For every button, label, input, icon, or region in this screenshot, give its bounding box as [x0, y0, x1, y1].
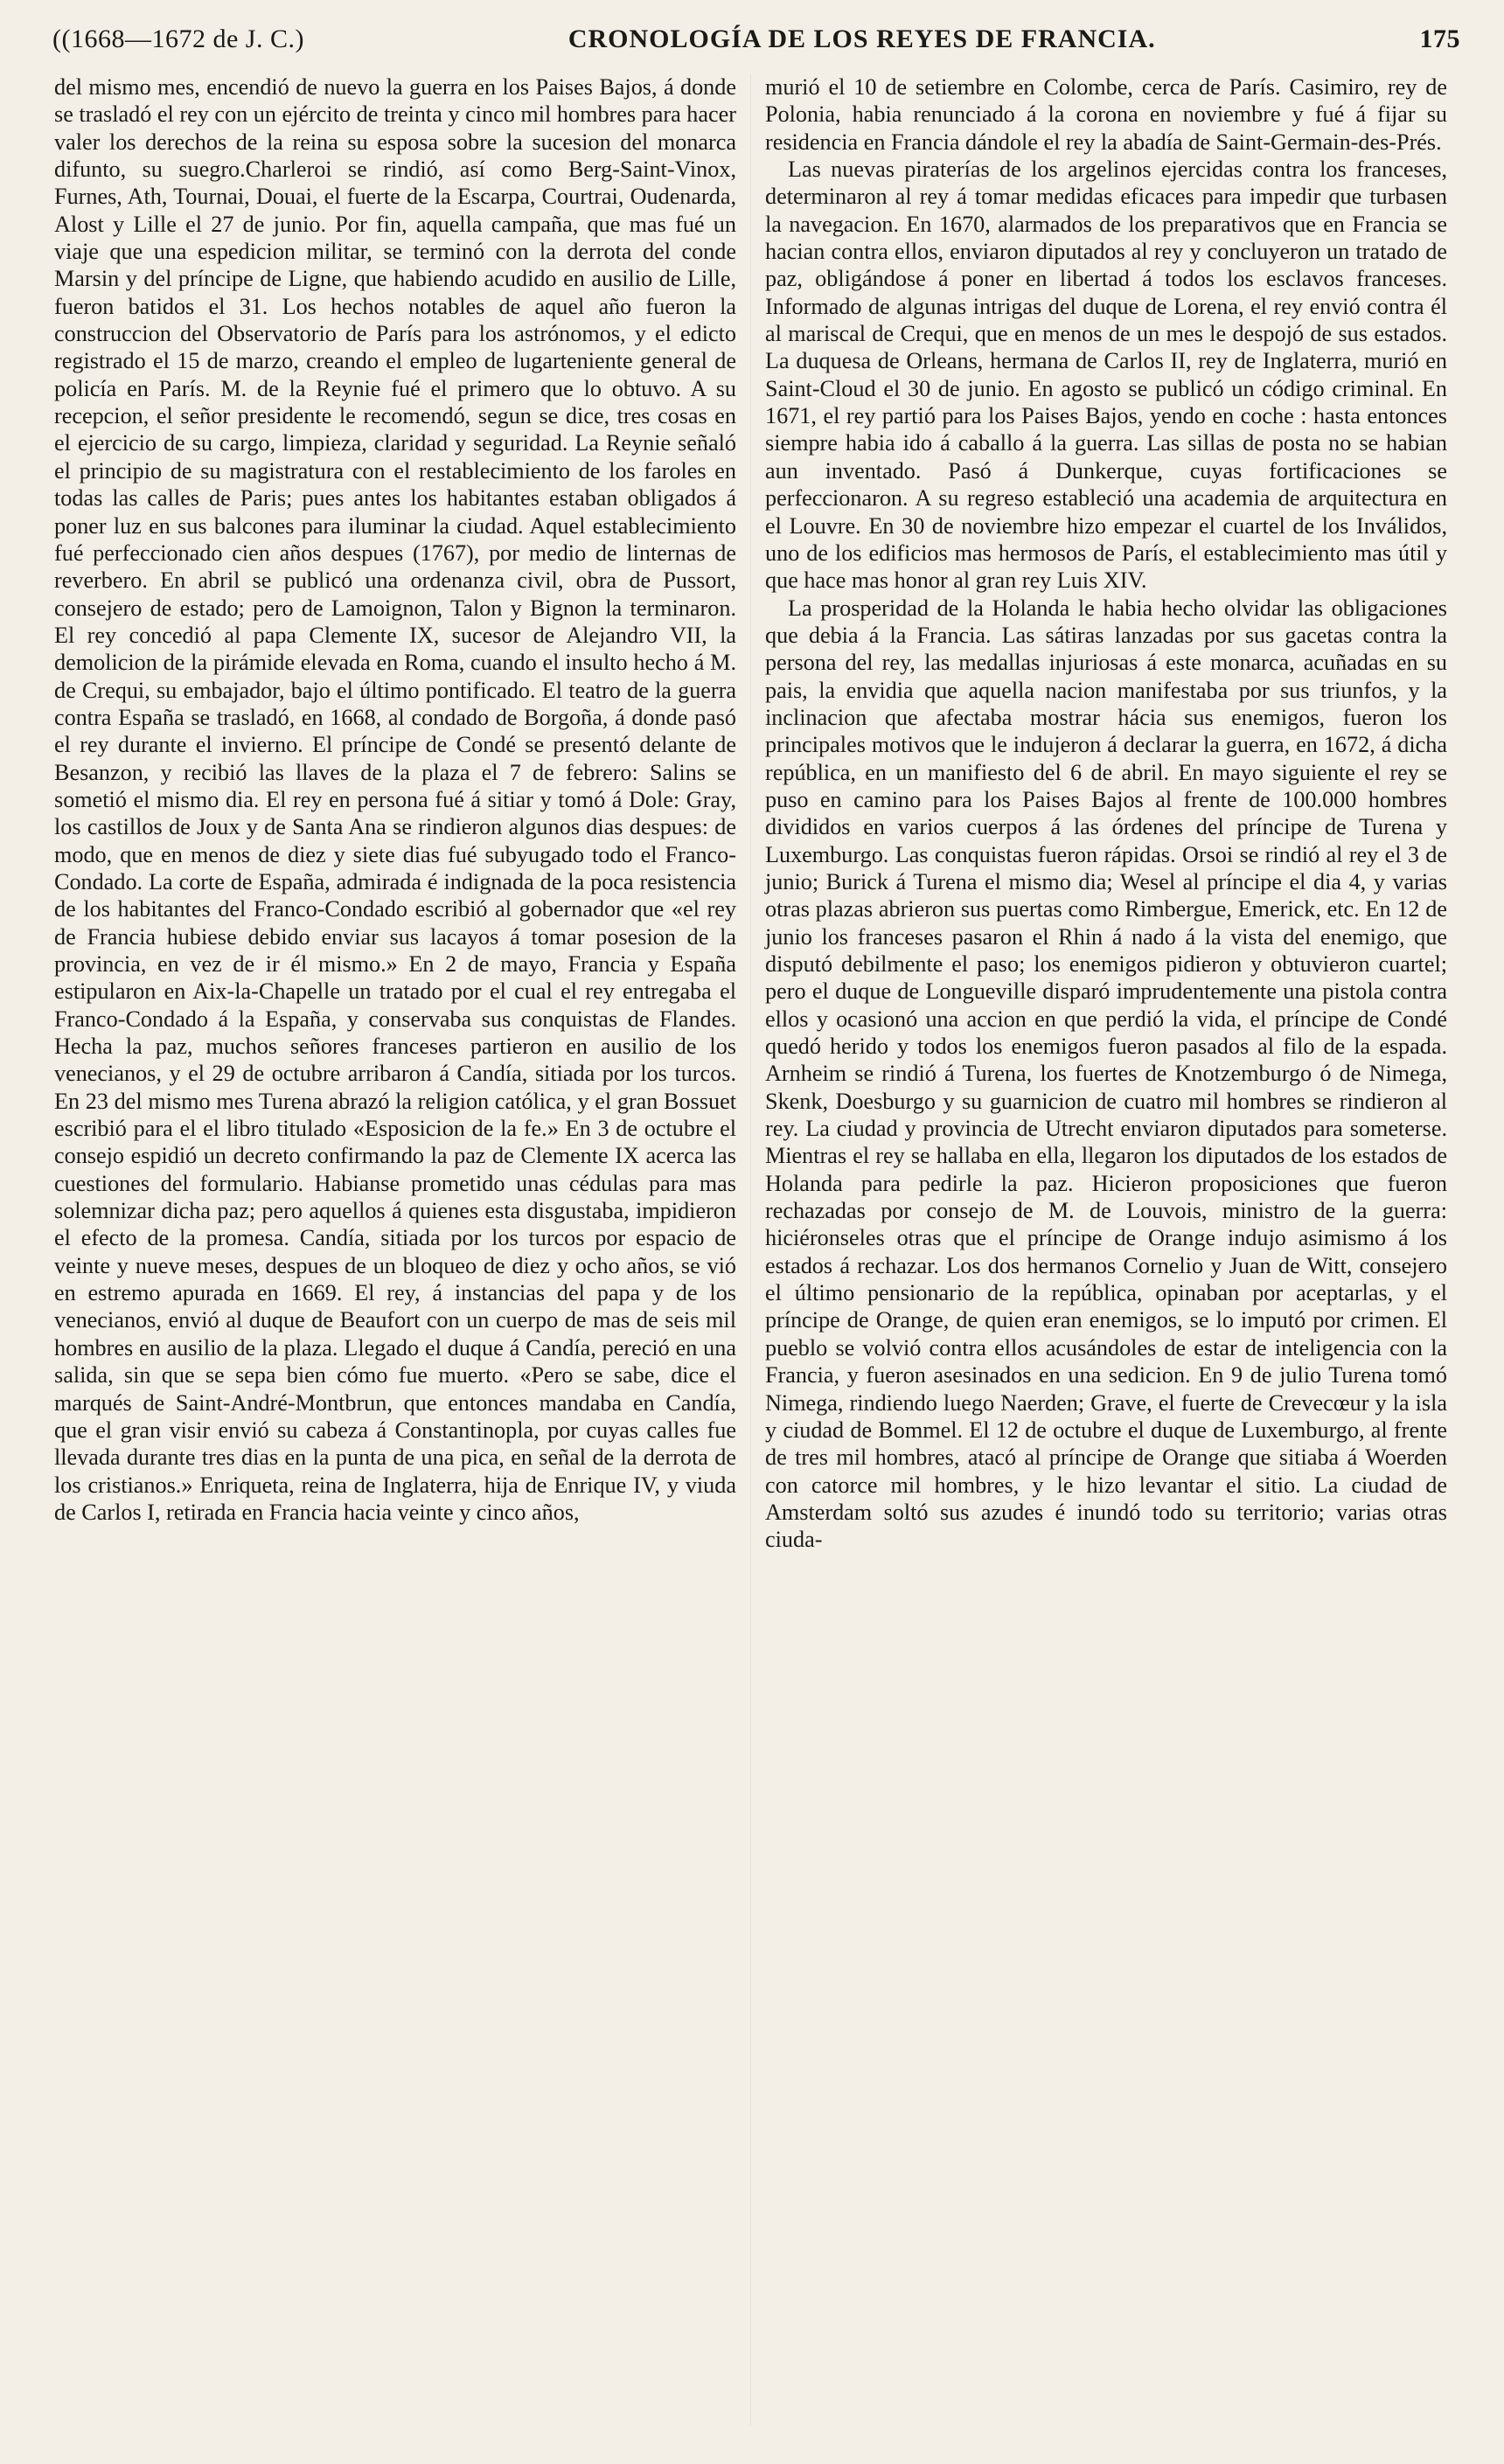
right-paragraph-1: murió el 10 de setiembre en Colombe, cerca de París. Casimiro, rey de Polonia, habia renunciado á la corona en noviembre y fué á fijar su residencia en Francia dándole el rey la abadía de Saint-Germain-des-Prés.	[765, 74, 1447, 155]
running-header	[52, 24, 1460, 63]
right-paragraph-3: La prosperidad de la Holanda le habia hecho olvidar las obligaciones que debia á la Francia. Las sátiras lanzadas por sus gacetas contra la persona del rey, las medallas injuriosas á este monarca, acuñadas en su pais, la envidia que aquella nacion manifestaba por sus triunfos, y la inclinacion que afectaba mostrar hácia sus enemigos, fueron los principales motivos que le indujeron á declarar la guerra, en 1672, á dicha república, en un manifiesto del 6 de abril. En mayo siguiente el rey se puso en camino para los Paises Bajos al frente de 100.000 hombres divididos en varios cuerpos á las órdenes del príncipe de Turena y Luxemburgo. Las conquistas fueron rápidas. Orsoi se rindió al rey el 3 de junio; Burick á Turena el mismo dia; Wesel al príncipe el dia 4, y varias otras plazas abrieron sus puertas como Rimbergue, Emerick, etc. En 12 de junio los franceses pasaron el Rhin á nado á la vista del enemigo, que disputó debilmente el paso; los enemigos pidieron y obtuvieron cuartel; pero el duque de Longueville disparó imprudentemente una pistola contra ellos y ocasionó una accion en que perdió la vida, el príncipe de Condé quedó herido y todos los enemigos fueron pasados al filo de la espada. Arnheim se rindió á Turena, los fuertes de Knotzemburgo ó de Nimega, Skenk, Doesburgo y su guarnicion de cuatro mil hombres se rindieron al rey. La ciudad y provincia de Utrecht enviaron diputados para someterse. Mientras el rey se hallaba en ella, llegaron los diputados de los estados de Holanda para pedirle la paz. Hicieron proposiciones que fueron rechazadas por consejo de M. de Louvois, ministro de la guerra: hiciéronseles otras que el príncipe de Orange indujo asimismo á los estados á rechazar. Los dos hermanos Cornelio y Juan de Witt, consejero el último pensionario de la república, opinaban por aceptarlas, y el príncipe de Orange, de quien eran enemigos, se lo imputó por crimen. El pueblo se volvió contra ellos acusándoles de estar de inteligencia con la Francia, y fueron asesinados en una sedicion. En 9 de julio Turena tomó Nimega, rindiendo luego Naerden; Grave, el fuerte de Crevecœur y la isla y ciudad de Bommel. El 12 de octubre el duque de Luxemburgo, al frente de tres mil hombres, atacó al príncipe de Orange que sitiaba á Woerden con catorce mil hombres, y le hizo levantar el sitio. La ciudad de Amsterdam soltó sus azudes é inundó todo su territorio; varias otras ciuda-	[765, 595, 1447, 1553]
right-paragraph-2: Las nuevas piraterías de los argelinos ejercidas contra los franceses, determinaron al rey á tomar medidas eficaces para impedir que turbasen la navegacion. En 1670, alarmados de los preparativos que en Francia se hacian contra ellos, enviaron diputados al rey y concluyeron un tratado de paz, obligándose á poner en libertad á todos los esclavos franceses. Informado de algunas intrigas del duque de Lorena, el rey envió contra él al mariscal de Crequi, que en menos de un mes le despojó de sus estados. La duquesa de Orleans, hermana de Carlos II, rey de Inglaterra, murió en Saint-Cloud el 30 de junio. En agosto se publicó un código criminal. En 1671, el rey partió para los Paises Bajos, yendo en coche : hasta entonces siempre habia ido á caballo á la guerra. Las sillas de posta no se habian aun inventado. Pasó á Dunkerque, cuyas fortificaciones se perfeccionaron. A su regreso estableció una academia de arquitectura en el Louvre. En 30 de noviembre hizo empezar el cuartel de los Inválidos, uno de los edificios mas hermosos de París, el establecimiento mas útil y que hace mas honor al gran rey Luis XIV.	[765, 157, 1447, 594]
column-divider	[750, 73, 751, 2426]
right-column	[765, 73, 1447, 1554]
left-column	[54, 73, 736, 1526]
left-paragraph-1: del mismo mes, encendió de nuevo la guerra en los Paises Bajos, á donde se trasladó el rey con un ejército de treinta y cinco mil hombres para hacer valer los derechos de la reina su esposa sobre la sucesion del monarca difunto, su suegro.Charleroi se rindió, así como Berg-Saint-Vinox, Furnes, Ath, Tournai, Douai, el fuerte de la Escarpa, Courtrai, Oudenarda, Alost y Lille el 27 de junio. Por fin, aquella campaña, que mas fué un viaje que una espedicion militar, se terminó con la derrota del conde Marsin y del príncipe de Ligne, que habiendo acudido en ausilio de Lille, fueron batidos el 31. Los hechos notables de aquel año fueron la construccion del Observatorio de París para los astrónomos, y el edicto registrado el 15 de marzo, creando el empleo de lugarteniente general de policía en París. M. de la Reynie fué el primero que lo obtuvo. A su recepcion, el señor presidente le recomendó, segun se dice, tres cosas en el ejercicio de su cargo, limpieza, claridad y seguridad. La Reynie señaló el principio de su magistratura con el restablecimiento de los faroles en todas las calles de Paris; pues antes los habitantes estaban obligados á poner luz en sus balcones para iluminar la ciudad. Aquel establecimiento fué perfeccionado cien años despues (1767), por medio de linternas de reverbero. En abril se publicó una ordenanza civil, obra de Pussort, consejero de estado; pero de Lamoignon, Talon y Bignon la terminaron. El rey concedió al papa Clemente IX, sucesor de Alejandro VII, la demolicion de la pirámide elevada en Roma, cuando el insulto hecho á M. de Crequi, su embajador, bajo el último pontificado. El teatro de la guerra contra España se trasladó, en 1668, al condado de Borgoña, á donde pasó el rey durante el invierno. El príncipe de Condé se presentó delante de Besanzon, y recibió las llaves de la plaza el 7 de febrero: Salins se sometió el mismo dia. El rey en persona fué á sitiar y tomó á Dole: Gray, los castillos de Joux y de Santa Ana se rindieron algunos dias despues: de modo, que en menos de diez y siete dias fué subyugado todo el Franco-Condado. La corte de España, admirada é indignada de la poca resistencia de los habitantes del Franco-Condado escribió al gobernador que «el rey de Francia hubiese debido enviar sus lacayos á tomar posesion de la provincia, en vez de ir él mismo.» En 2 de mayo, Francia y España estipularon en Aix-la-Chapelle un tratado por el cual el rey entregaba el Franco-Condado á la España, y conservaba sus conquistas de Flandes. Hecha la paz, muchos señores franceses partieron en ausilio de los venecianos, y el 29 de octubre arribaron á Candía, sitiada por los turcos. En 23 del mismo mes Turena abrazó la religion católica, y el gran Bossuet escribió para el el libro titulado «Esposicion de la fe.» En 3 de octubre el consejo espidió un decreto confirmando la paz de Clemente IX acerca las cuestiones del formulario. Habianse prometido unas cédulas para mas solemnizar dicha paz; pero aquellos á quienes esta disgustaba, impidieron el efecto de la promesa. Candía, sitiada por los turcos por espacio de veinte y nueve meses, despues de un bloqueo de diez y ocho años, se vió en estremo apurada en 1669. El rey, á instancias del papa y de los venecianos, envió al duque de Beaufort con un cuerpo de mas de seis mil hombres en ausilio de la plaza. Llegado el duque á Candía, pereció en una salida, sin que se sepa bien cómo fue muerto. «Pero se sabe, dice el marqués de Saint-André-Montbrun, que entonces mandaba en Candía, que el gran visir envió su cabeza á Constantinopla, por cuyas calles fue llevada durante tres dias en la punta de una pica, en señal de la derrota de los cristianos.» Enriqueta, reina de Inglaterra, hija de Enrique IV, y viuda de Carlos I, retirada en Francia hacia veinte y cinco años,	[54, 74, 736, 1525]
header-title: CRONOLOGÍA DE LOS REYES DE FRANCIA.	[567, 24, 1156, 53]
header-date-range: ((1668—1672 de J. C.)	[52, 24, 304, 53]
page-number: 175	[1419, 24, 1460, 53]
